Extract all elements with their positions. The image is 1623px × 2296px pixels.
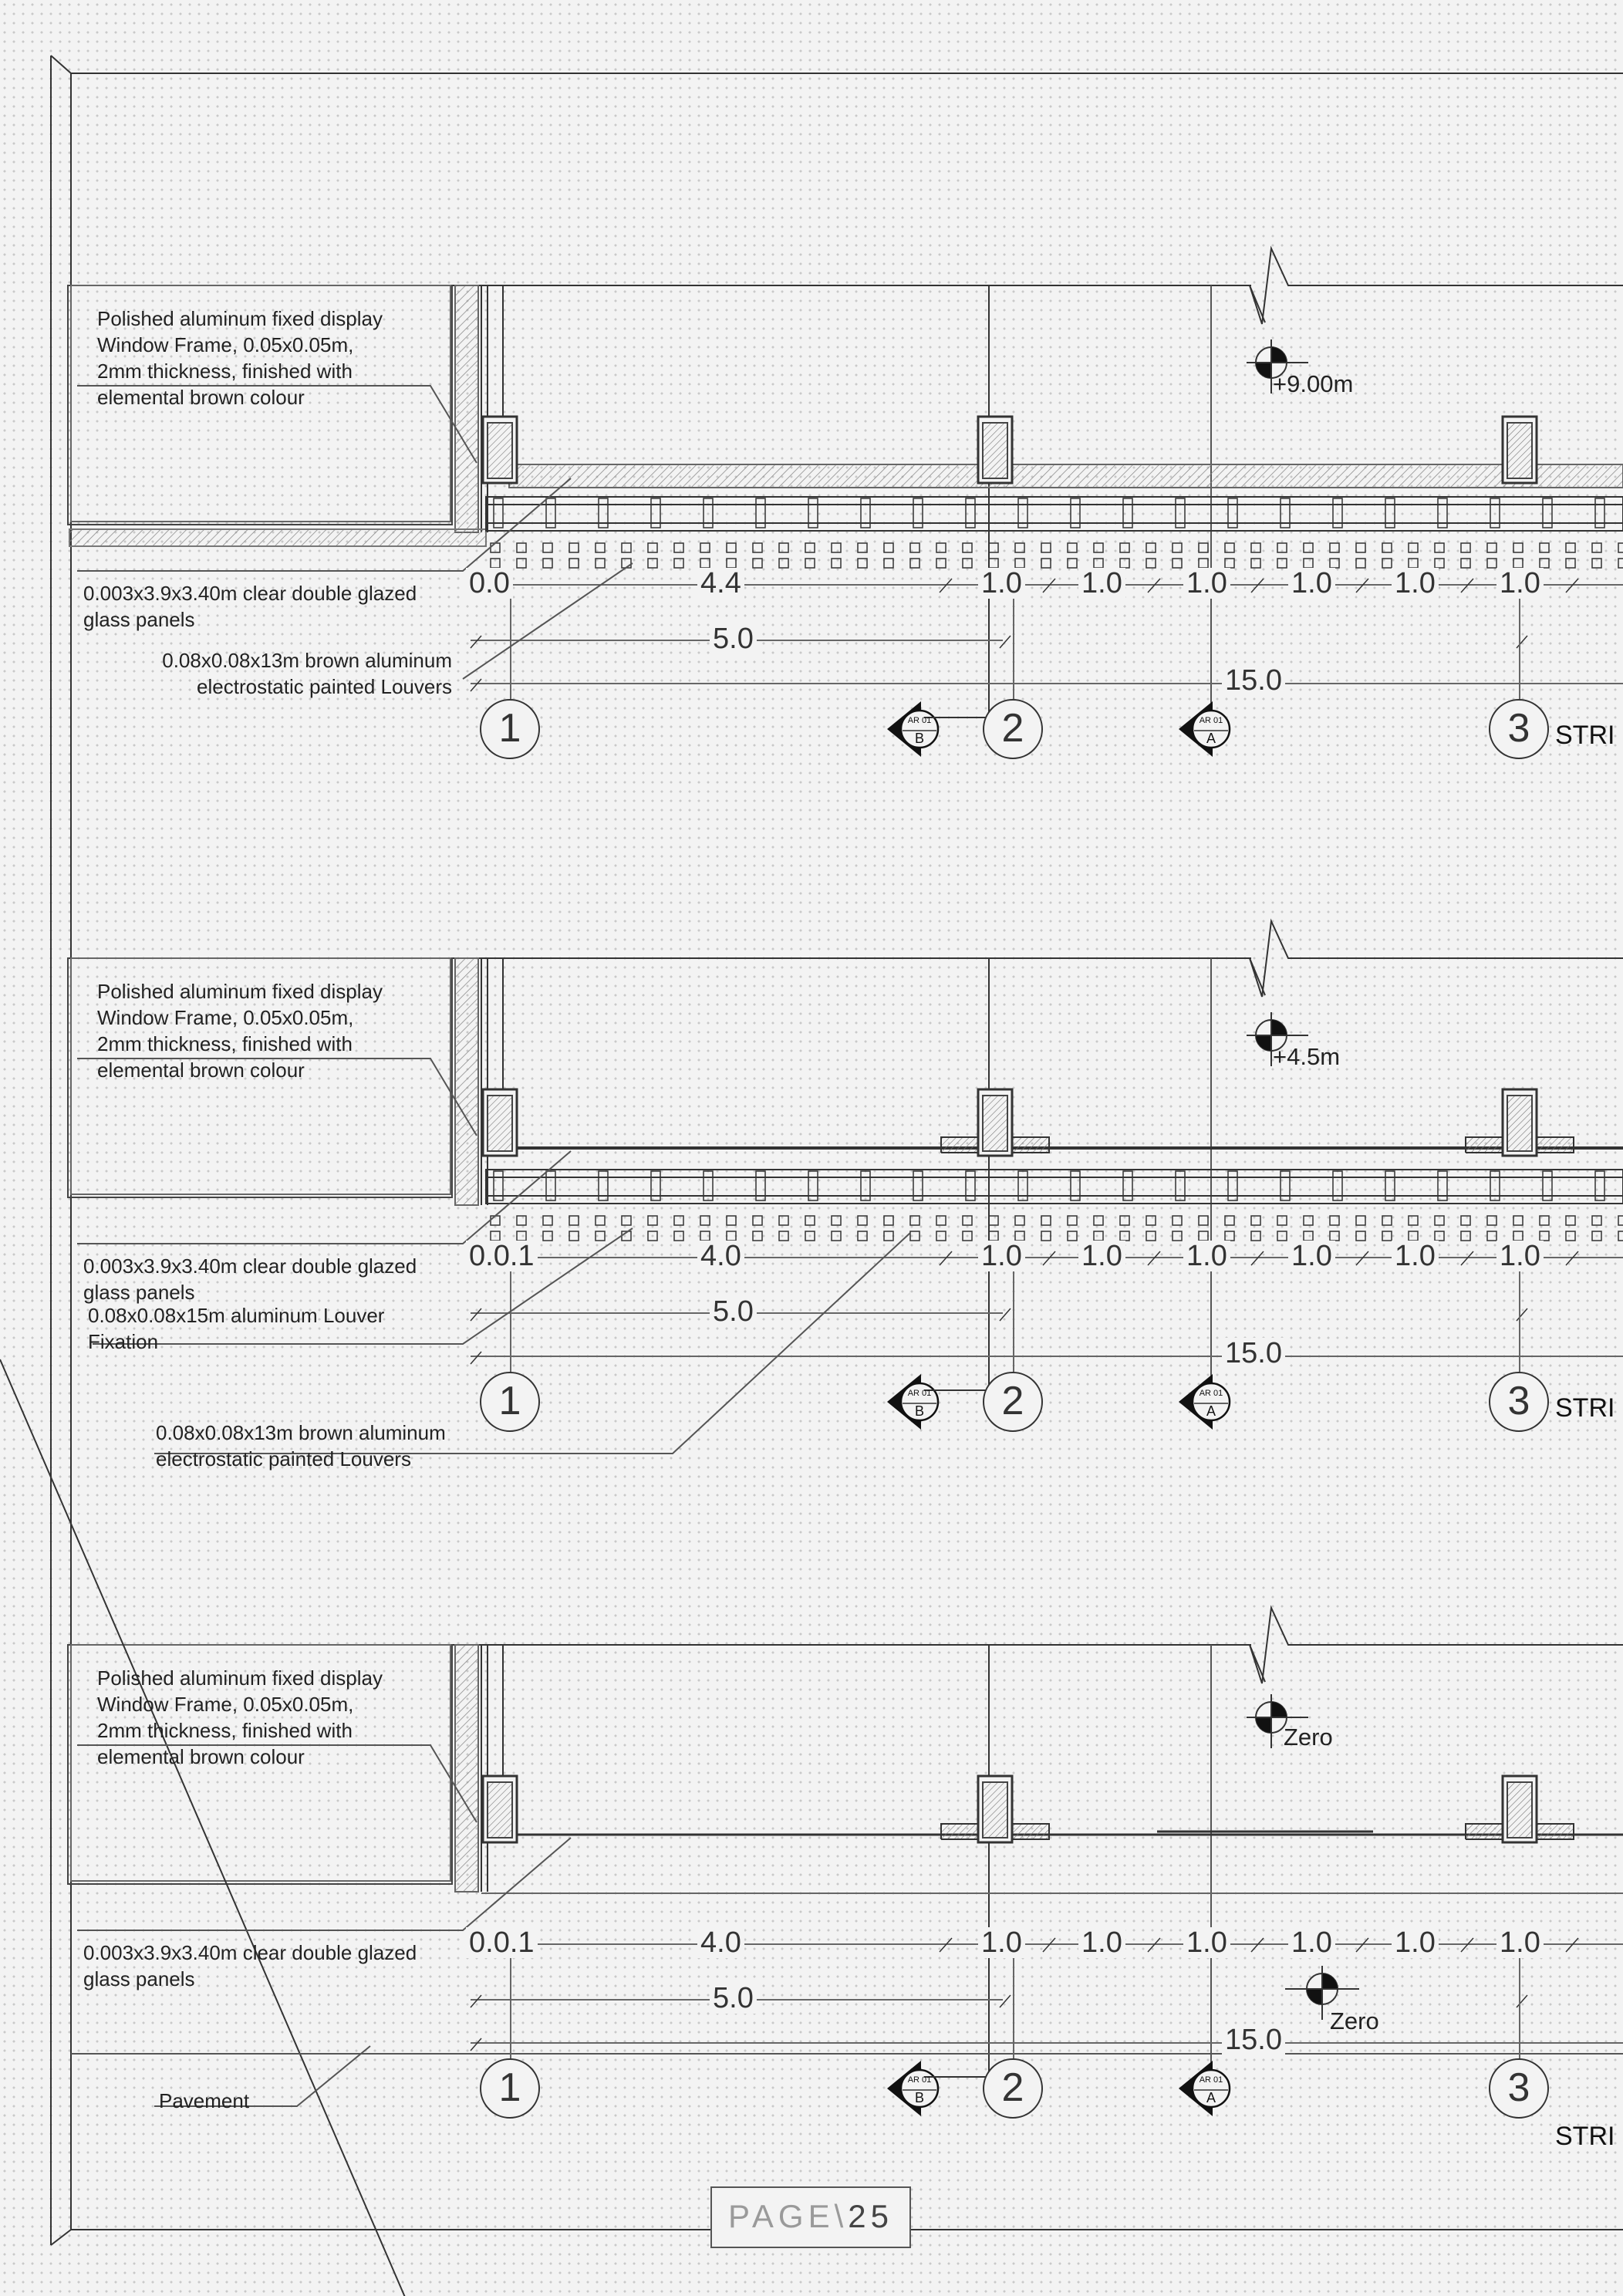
dimension-15: 15.0 <box>1222 665 1285 696</box>
grid-axis-1: 1 <box>480 2058 540 2119</box>
dimension-5: 5.0 <box>710 1983 757 2014</box>
glass-note: 0.003x3.9x3.40m clear double glazed glass panels <box>83 1941 417 1990</box>
frame-note: Polished aluminum fixed display Window Frame, 0.05x0.05m, 2mm thickness, finished with elemental brown colour <box>97 980 383 1082</box>
grid-axis-2: 2 <box>983 1372 1043 1432</box>
frame-note: Polished aluminum fixed display Window Frame, 0.05x0.05m, 2mm thickness, finished with elemental brown colour <box>97 307 383 409</box>
dimension-label: 4.0 <box>697 1241 744 1271</box>
dimension-label: 0.0 <box>466 568 513 599</box>
section-mark-letter: B <box>914 2090 924 2105</box>
frame-note: Polished aluminum fixed display Window Frame, 0.05x0.05m, 2mm thickness, finished with elemental brown colour <box>97 1666 383 1768</box>
dimension-label: 1.0 <box>1496 1241 1544 1271</box>
level-label: +9.00m <box>1273 370 1354 397</box>
dimension-label: 1.0 <box>1392 568 1439 599</box>
dimension-label: 1.0 <box>1288 1241 1335 1271</box>
break-line <box>1250 248 1623 324</box>
dimension-label: 1.0 <box>1078 568 1125 599</box>
section-mark-letter: B <box>914 1403 924 1419</box>
dimension-label: 0.0.1 <box>466 1241 538 1271</box>
dimension-5: 5.0 <box>710 1296 757 1327</box>
page-prefix: PAGE\ <box>728 2198 849 2234</box>
page-number: 25 <box>848 2198 893 2234</box>
dimension-label: 1.0 <box>978 1927 1025 1958</box>
page-number-box <box>710 2186 911 2248</box>
strip-label: STRI <box>1555 2122 1615 2151</box>
louver-note: 0.08x0.08x13m brown aluminum electrostatic painted Louvers <box>162 649 452 698</box>
grid-axis-2: 2 <box>983 699 1043 759</box>
grid-axis-1: 1 <box>480 699 540 759</box>
level-label-2: Zero <box>1330 2007 1379 2034</box>
wall-hatch <box>455 285 478 532</box>
dimension-5: 5.0 <box>710 623 757 654</box>
slab-hatch <box>69 529 486 546</box>
section-mark-ref: AR 01 <box>907 2075 932 2085</box>
glass-note: 0.003x3.9x3.40m clear double glazed glass panels <box>83 582 417 631</box>
dimension-label: 1.0 <box>1288 568 1335 599</box>
dimension-label: 1.0 <box>1078 1927 1125 1958</box>
grid-axis-1: 1 <box>480 1372 540 1432</box>
pavement-note: Pavement <box>159 2089 250 2112</box>
grid-axis-2: 2 <box>983 2058 1043 2119</box>
louver-note: 0.08x0.08x13m brown aluminum electrostatic painted Louvers <box>156 1421 446 1470</box>
break-line <box>1250 921 1623 997</box>
fixation-note: 0.08x0.08x15m aluminum Louver Fixation <box>88 1304 385 1353</box>
dimension-label: 1.0 <box>1496 1927 1544 1958</box>
dimension-label: 1.0 <box>978 568 1025 599</box>
dimension-label: 1.0 <box>978 1241 1025 1271</box>
grid-axis-3: 3 <box>1489 2058 1549 2119</box>
dimension-15: 15.0 <box>1222 1338 1285 1369</box>
level-label: Zero <box>1284 1724 1333 1751</box>
dimension-label: 1.0 <box>1288 1927 1335 1958</box>
strip-label: STRI <box>1555 1393 1615 1423</box>
dimension-label: 1.0 <box>1078 1241 1125 1271</box>
dimension-label: 1.0 <box>1183 1927 1230 1958</box>
grid-axis-3: 3 <box>1489 699 1549 759</box>
section-mark-ref: AR 01 <box>1199 2075 1223 2085</box>
section-mark-ref: AR 01 <box>907 716 932 725</box>
louver-rail <box>486 1170 1623 1204</box>
dimension-label: 1.0 <box>1183 1241 1230 1271</box>
beam-hatch <box>509 464 1623 488</box>
wall-hatch <box>455 1645 478 1892</box>
dimension-label: 4.0 <box>697 1927 744 1958</box>
section-mark-ref: AR 01 <box>907 1389 932 1398</box>
section-mark-ref: AR 01 <box>1199 716 1223 725</box>
dimension-15: 15.0 <box>1222 2024 1285 2055</box>
section-mark-letter: A <box>1206 2090 1216 2105</box>
dimension-label: 0.0.1 <box>466 1927 538 1958</box>
strip-label: STRI <box>1555 721 1615 750</box>
section-mark-letter: B <box>914 731 924 746</box>
grid-axis-3: 3 <box>1489 1372 1549 1432</box>
section-3 <box>0 1359 1623 2296</box>
dimension-label: 1.0 <box>1496 568 1544 599</box>
break-line <box>1250 1608 1623 1683</box>
dimension-label: 1.0 <box>1392 1927 1439 1958</box>
glass-note: 0.003x3.9x3.40m clear double glazed glass panels <box>83 1254 417 1304</box>
louver-rail <box>486 497 1623 531</box>
level-label: +4.5m <box>1273 1043 1341 1070</box>
section-mark-letter: A <box>1206 731 1216 746</box>
wall-hatch <box>455 958 478 1205</box>
dimension-label: 4.4 <box>697 568 744 599</box>
section-mark-ref: AR 01 <box>1199 1389 1223 1398</box>
section-mark-letter: A <box>1206 1403 1216 1419</box>
dimension-label: 1.0 <box>1183 568 1230 599</box>
dimension-label: 1.0 <box>1392 1241 1439 1271</box>
